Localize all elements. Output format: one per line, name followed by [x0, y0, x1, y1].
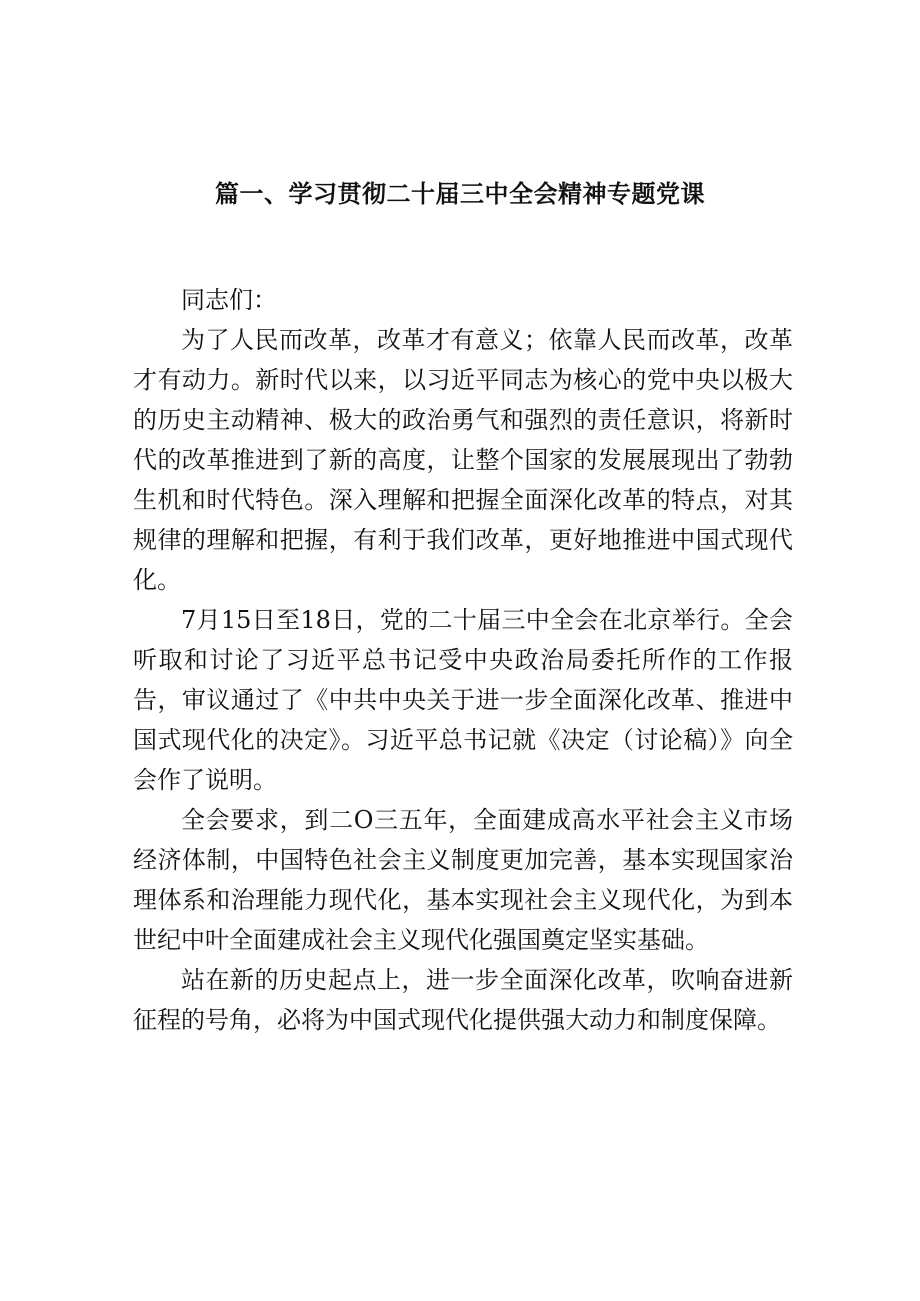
paragraph-4: 站在新的历史起点上，进一步全面深化改革，吹响奋进新征程的号角，必将为中国式现代化提供强大动力和制度保障。: [133, 966, 793, 1034]
document-body: [133, 280, 793, 1040]
salutation: 同志们：: [181, 286, 277, 314]
document-title: 篇一、学习贯彻二十届三中全会精神专题党课: [215, 180, 705, 208]
paragraph-1: 为了人民而改革，改革才有意义；依靠人民而改革，改革才有动力。新时代以来，以习近平同志为核心的党中央以极大的历史主动精神、极大的政治勇气和强烈的责任意识，将新时代的改革推进到了新的高度，让整个国家的发展展现出了勃勃生机和时代特色。深入理解和把握全面深化改革的特点，对其规律的理解和把握，有利于我们改革，更好地推进中国式现代化。: [133, 326, 793, 594]
paragraph-2: 7月15日至18日，党的二十届三中全会在北京举行。全会听取和讨论了习近平总书记受中央政治局委托所作的工作报告，审议通过了《中共中央关于进一步全面深化改革、推进中国式现代化的决定》。习近平总书记就《决定（讨论稿）》向全会作了说明。: [133, 606, 793, 794]
paragraph-3: 全会要求，到二O三五年，全面建成高水平社会主义市场经济体制，中国特色社会主义制度更加完善，基本实现国家治理体系和治理能力现代化，基本实现社会主义现代化，为到本世纪中叶全面建成社会主义现代化强国奠定坚实基础。: [133, 806, 793, 954]
